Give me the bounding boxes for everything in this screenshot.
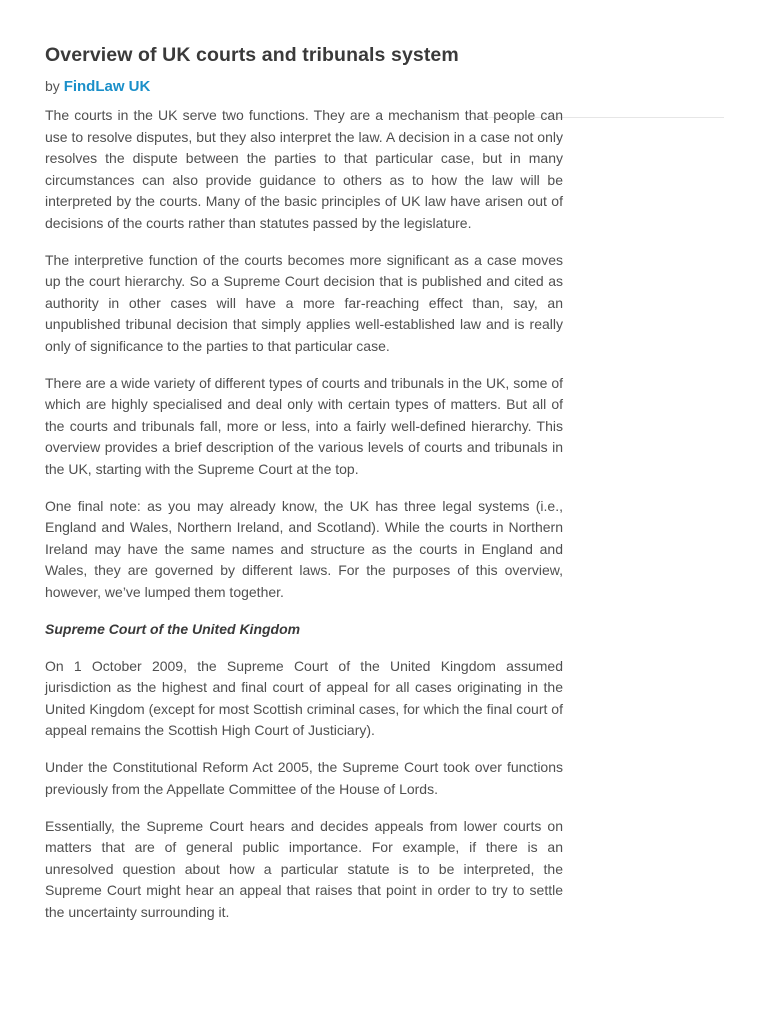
article-body xyxy=(45,105,563,923)
byline xyxy=(45,76,563,97)
byline-prefix: by xyxy=(45,78,60,94)
paragraph: Essentially, the Supreme Court hears and decides appeals from lower courts on matters that are of general public importance. For example, if there is an unresolved question about how a particular statute is to be interpreted, the Supreme Court might hear an appeal that raises that point in order to try to settle the uncertainty surrounding it. xyxy=(45,817,563,920)
author-link[interactable]: FindLaw UK xyxy=(63,78,151,95)
paragraph: One final note: as you may already know, the UK has three legal systems (i.e., England and Wales, Northern Ireland, and Scotland). While the courts in Northern Ireland may have the same names and structure as the courts in England and Wales, they are governed by different laws. For the purposes of this overview, however, we’ve lumped them together. xyxy=(45,497,563,600)
section-heading: Supreme Court of the United Kingdom xyxy=(45,620,301,637)
page-title: Overview of UK courts and tribunals system xyxy=(45,44,459,66)
paragraph: Under the Constitutional Reform Act 2005, the Supreme Court took over functions previously from the Appellate Committee of the House of Lords. xyxy=(45,759,563,797)
paragraph: On 1 October 2009, the Supreme Court of the United Kingdom assumed jurisdiction as the highest and final court of appeal for all cases originating in the United Kingdom (except for most Scottish criminal cases, for which the final court of appeal remains the Scottish High Court of Justiciary). xyxy=(45,657,563,738)
paragraph: There are a wide variety of different types of courts and tribunals in the UK, some of which are highly specialised and deal only with certain types of matters. But all of the courts and tribunals fall, more or less, into a fairly well-defined hierarchy. This overview provides a brief description of the various levels of courts and tribunals in the UK, starting with the Supreme Court at the top. xyxy=(45,374,564,477)
paragraph: The courts in the UK serve two functions. They are a mechanism that people can use to resolve disputes, but they also interpret the law. A decision in a case not only resolves the dispute between the parties to that particular case, but in many circumstances can also provide guidance to others as to how the law will be interpreted by the courts. Many of the basic principles of UK law have arisen out of decisions of the courts rather than statutes passed by the legislature. xyxy=(45,107,563,231)
article-container xyxy=(45,40,563,939)
paragraph: The interpretive function of the courts becomes more significant as a case moves up the court hierarchy. So a Supreme Court decision that is published and cited as authority in other cases will have a more far-reaching effect than, say, an unpublished tribunal decision that simply applies well-established law and is really only of significance to the parties to that particular case. xyxy=(45,251,563,354)
